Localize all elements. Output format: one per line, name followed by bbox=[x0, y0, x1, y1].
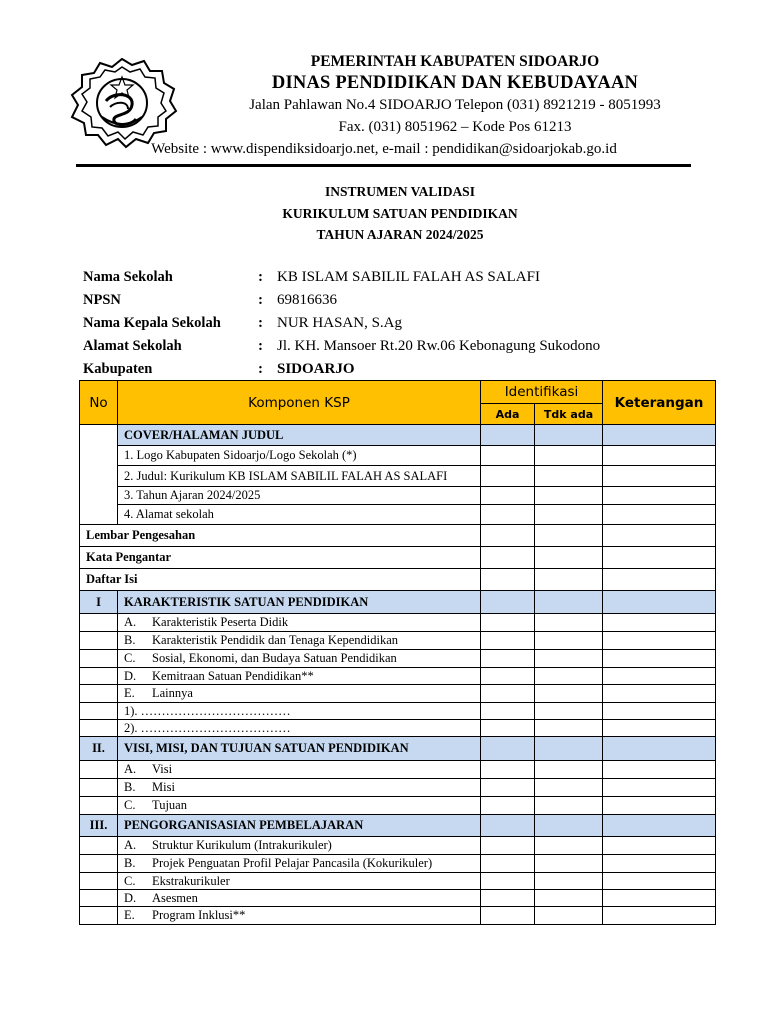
validation-table bbox=[79, 380, 716, 925]
row-no-cell bbox=[80, 907, 118, 925]
tdk-ada-cell[interactable] bbox=[535, 505, 603, 525]
info-colon: : bbox=[258, 361, 263, 377]
keterangan-cell[interactable] bbox=[603, 525, 716, 547]
ada-cell[interactable] bbox=[481, 505, 535, 525]
ada-cell[interactable] bbox=[481, 720, 535, 737]
info-label: Nama Sekolah bbox=[83, 269, 173, 285]
letterhead-address: Jalan Pahlawan No.4 SIDOARJO Telepon (031) 8921219 - 8051993 bbox=[249, 97, 661, 113]
item-letter: B. bbox=[124, 633, 136, 647]
row-no-cell bbox=[80, 650, 118, 668]
tdk-ada-cell[interactable] bbox=[535, 779, 603, 797]
table-row bbox=[80, 547, 716, 569]
row-no-cell bbox=[80, 837, 118, 855]
header-keterangan: Keterangan bbox=[603, 381, 716, 425]
table-row bbox=[80, 815, 716, 837]
table-row bbox=[80, 797, 716, 815]
tdk-ada-cell[interactable] bbox=[535, 668, 603, 685]
ada-cell[interactable] bbox=[481, 907, 535, 925]
ada-cell[interactable] bbox=[481, 837, 535, 855]
row-no-cell bbox=[80, 632, 118, 650]
row-no-cell bbox=[80, 873, 118, 890]
tdk-ada-cell[interactable] bbox=[535, 614, 603, 632]
tdk-ada-cell[interactable] bbox=[535, 907, 603, 925]
table-row bbox=[80, 650, 716, 668]
table-row bbox=[80, 890, 716, 907]
section-heading: VISI, MISI, DAN TUJUAN SATUAN PENDIDIKAN bbox=[118, 737, 481, 761]
item-text: Program Inklusi** bbox=[152, 908, 246, 922]
item-text: Projek Penguatan Profil Pelajar Pancasila (Kokurikuler) bbox=[152, 856, 433, 870]
tdk-ada-cell[interactable] bbox=[535, 737, 603, 761]
info-label: NPSN bbox=[83, 292, 121, 308]
row-no-cell bbox=[80, 720, 118, 737]
row-no-cell bbox=[80, 703, 118, 720]
table-row bbox=[80, 446, 716, 466]
row-label bbox=[118, 890, 481, 907]
ada-cell[interactable] bbox=[481, 797, 535, 815]
document-title bbox=[0, 181, 768, 246]
table-row bbox=[80, 685, 716, 703]
row-label bbox=[118, 761, 481, 779]
ada-cell[interactable] bbox=[481, 855, 535, 873]
item-letter: B. bbox=[124, 856, 136, 870]
tdk-ada-cell[interactable] bbox=[535, 703, 603, 720]
item-text: Struktur Kurikulum (Intrakurikuler) bbox=[152, 838, 332, 852]
row-label bbox=[118, 685, 481, 703]
table-row bbox=[80, 907, 716, 925]
info-value: NUR HASAN, S.Ag bbox=[277, 315, 403, 331]
row-label: Lembar Pengesahan bbox=[80, 525, 481, 547]
table-row bbox=[80, 487, 716, 505]
tdk-ada-cell[interactable] bbox=[535, 855, 603, 873]
info-colon: : bbox=[258, 315, 263, 331]
ada-cell[interactable] bbox=[481, 685, 535, 703]
tdk-ada-cell[interactable] bbox=[535, 466, 603, 487]
table-row bbox=[80, 761, 716, 779]
tdk-ada-cell[interactable] bbox=[535, 632, 603, 650]
item-letter: E. bbox=[124, 686, 135, 700]
item-letter: D. bbox=[124, 668, 137, 683]
keterangan-cell[interactable] bbox=[603, 650, 716, 668]
item-letter: A. bbox=[124, 762, 137, 776]
header-tdk-ada: Tdk ada bbox=[535, 404, 603, 425]
keterangan-cell[interactable] bbox=[603, 761, 716, 779]
keterangan-cell[interactable] bbox=[603, 737, 716, 761]
row-no-cell bbox=[80, 779, 118, 797]
row-label bbox=[118, 632, 481, 650]
section-heading: PENGORGANISASIAN PEMBELAJARAN bbox=[118, 815, 481, 837]
keterangan-cell[interactable] bbox=[603, 487, 716, 505]
item-text: Kemitraan Satuan Pendidikan** bbox=[152, 668, 314, 683]
keterangan-cell[interactable] bbox=[603, 797, 716, 815]
title-line-2: KURIKULUM SATUAN PENDIDIKAN bbox=[282, 205, 518, 221]
item-letter: A. bbox=[124, 838, 137, 852]
info-row bbox=[83, 266, 723, 289]
table-row bbox=[80, 703, 716, 720]
ada-cell[interactable] bbox=[481, 668, 535, 685]
tdk-ada-cell[interactable] bbox=[535, 761, 603, 779]
row-label bbox=[118, 907, 481, 925]
keterangan-cell[interactable] bbox=[603, 837, 716, 855]
info-row bbox=[83, 358, 723, 381]
tdk-ada-cell[interactable] bbox=[535, 873, 603, 890]
tdk-ada-cell[interactable] bbox=[535, 425, 603, 446]
item-letter: C. bbox=[124, 798, 136, 812]
section-heading: COVER/HALAMAN JUDUL bbox=[118, 425, 481, 446]
row-label bbox=[118, 668, 481, 685]
section-number: I bbox=[80, 591, 118, 614]
keterangan-cell[interactable] bbox=[603, 614, 716, 632]
row-label: 1. Logo Kabupaten Sidoarjo/Logo Sekolah (*) bbox=[118, 446, 481, 466]
table-row bbox=[80, 614, 716, 632]
row-label: Daftar Isi bbox=[80, 569, 481, 591]
tdk-ada-cell[interactable] bbox=[535, 890, 603, 907]
item-text: Tujuan bbox=[152, 798, 187, 812]
info-row bbox=[83, 289, 723, 312]
item-text: Lainnya bbox=[152, 686, 193, 700]
keterangan-cell[interactable] bbox=[603, 703, 716, 720]
section-heading: KARAKTERISTIK SATUAN PENDIDIKAN bbox=[118, 591, 481, 614]
keterangan-cell[interactable] bbox=[603, 632, 716, 650]
ada-cell[interactable] bbox=[481, 569, 535, 591]
row-no-cell bbox=[80, 668, 118, 685]
item-letter: A. bbox=[124, 615, 137, 629]
table-row bbox=[80, 779, 716, 797]
tdk-ada-cell[interactable] bbox=[535, 569, 603, 591]
table-row bbox=[80, 873, 716, 890]
row-label bbox=[118, 614, 481, 632]
letterhead-rule bbox=[76, 164, 691, 167]
keterangan-cell[interactable] bbox=[603, 815, 716, 837]
item-text: Karakteristik Pendidik dan Tenaga Kependidikan bbox=[152, 633, 399, 647]
tdk-ada-cell[interactable] bbox=[535, 446, 603, 466]
table-row bbox=[80, 466, 716, 487]
title-line-3: TAHUN AJARAN 2024/2025 bbox=[316, 227, 484, 242]
item-letter: D. bbox=[124, 890, 137, 905]
item-text: Visi bbox=[152, 762, 173, 776]
header-komponen: Komponen KSP bbox=[118, 381, 481, 425]
ada-cell[interactable] bbox=[481, 614, 535, 632]
header-ada: Ada bbox=[481, 404, 535, 425]
table-row bbox=[80, 668, 716, 685]
ada-cell[interactable] bbox=[481, 703, 535, 720]
info-row bbox=[83, 335, 723, 358]
keterangan-cell[interactable] bbox=[603, 505, 716, 525]
row-label: 2). ……………………………… bbox=[118, 720, 481, 737]
letterhead bbox=[0, 0, 768, 170]
tdk-ada-cell[interactable] bbox=[535, 547, 603, 569]
ada-cell[interactable] bbox=[481, 446, 535, 466]
ada-cell[interactable] bbox=[481, 779, 535, 797]
tdk-ada-cell[interactable] bbox=[535, 720, 603, 737]
table-row bbox=[80, 525, 716, 547]
row-label bbox=[118, 855, 481, 873]
keterangan-cell[interactable] bbox=[603, 855, 716, 873]
header-identifikasi: Identifikasi bbox=[481, 381, 603, 404]
info-colon: : bbox=[258, 338, 263, 354]
tdk-ada-cell[interactable] bbox=[535, 525, 603, 547]
row-no-cell bbox=[80, 685, 118, 703]
keterangan-cell[interactable] bbox=[603, 907, 716, 925]
info-colon: : bbox=[258, 269, 263, 285]
table-row bbox=[80, 855, 716, 873]
tdk-ada-cell[interactable] bbox=[535, 650, 603, 668]
table-row bbox=[80, 425, 716, 446]
ada-cell[interactable] bbox=[481, 761, 535, 779]
row-label: Kata Pengantar bbox=[80, 547, 481, 569]
letterhead-agency: DINAS PENDIDIKAN DAN KEBUDAYAAN bbox=[271, 73, 639, 93]
keterangan-cell[interactable] bbox=[603, 591, 716, 614]
ada-cell[interactable] bbox=[481, 591, 535, 614]
keterangan-cell[interactable] bbox=[603, 569, 716, 591]
row-no-cell bbox=[80, 614, 118, 632]
ada-cell[interactable] bbox=[481, 650, 535, 668]
row-label bbox=[118, 797, 481, 815]
table-row bbox=[80, 837, 716, 855]
item-letter: B. bbox=[124, 780, 136, 794]
table-row bbox=[80, 505, 716, 525]
info-value: Jl. KH. Mansoer Rt.20 Rw.06 Kebonagung Sukodono bbox=[277, 338, 601, 354]
keterangan-cell[interactable] bbox=[603, 685, 716, 703]
item-letter: C. bbox=[124, 651, 136, 665]
info-row bbox=[83, 312, 723, 335]
keterangan-cell[interactable] bbox=[603, 720, 716, 737]
school-info bbox=[83, 266, 723, 381]
row-label bbox=[118, 837, 481, 855]
item-letter: E. bbox=[124, 908, 135, 922]
keterangan-cell[interactable] bbox=[603, 466, 716, 487]
ada-cell[interactable] bbox=[481, 815, 535, 837]
ada-cell[interactable] bbox=[481, 873, 535, 890]
keterangan-cell[interactable] bbox=[603, 547, 716, 569]
ada-cell[interactable] bbox=[481, 547, 535, 569]
ada-cell[interactable] bbox=[481, 737, 535, 761]
item-text: Asesmen bbox=[152, 890, 198, 905]
keterangan-cell[interactable] bbox=[603, 446, 716, 466]
keterangan-cell[interactable] bbox=[603, 425, 716, 446]
row-label: 1). ……………………………… bbox=[118, 703, 481, 720]
tdk-ada-cell[interactable] bbox=[535, 591, 603, 614]
row-label bbox=[118, 779, 481, 797]
table-row bbox=[80, 569, 716, 591]
ada-cell[interactable] bbox=[481, 890, 535, 907]
section-number: III. bbox=[80, 815, 118, 837]
row-label: 4. Alamat sekolah bbox=[118, 505, 481, 525]
table-row bbox=[80, 720, 716, 737]
tdk-ada-cell[interactable] bbox=[535, 837, 603, 855]
keterangan-cell[interactable] bbox=[603, 873, 716, 890]
item-text: Misi bbox=[152, 780, 175, 794]
row-no-cell bbox=[80, 797, 118, 815]
item-text: Ekstrakurikuler bbox=[152, 873, 230, 888]
ada-cell[interactable] bbox=[481, 487, 535, 505]
row-no-cell bbox=[80, 890, 118, 907]
section-number: II. bbox=[80, 737, 118, 761]
ada-cell[interactable] bbox=[481, 466, 535, 487]
item-text: Sosial, Ekonomi, dan Budaya Satuan Pendidikan bbox=[152, 651, 397, 665]
info-label: Nama Kepala Sekolah bbox=[83, 315, 221, 331]
table-row bbox=[80, 632, 716, 650]
keterangan-cell[interactable] bbox=[603, 779, 716, 797]
title-line-1: INSTRUMEN VALIDASI bbox=[325, 184, 475, 199]
info-label: Alamat Sekolah bbox=[83, 338, 182, 354]
keterangan-cell[interactable] bbox=[603, 890, 716, 907]
info-colon: : bbox=[258, 292, 263, 308]
table-row bbox=[80, 591, 716, 614]
letterhead-website: Website : www.dispendiksidoarjo.net, e-mail : pendidikan@sidoarjokab.go.id bbox=[151, 141, 617, 157]
header-no: No bbox=[80, 381, 118, 425]
row-no-cell bbox=[80, 761, 118, 779]
tdk-ada-cell[interactable] bbox=[535, 797, 603, 815]
row-label bbox=[118, 873, 481, 890]
info-value: KB ISLAM SABILIL FALAH AS SALAFI bbox=[277, 269, 540, 285]
keterangan-cell[interactable] bbox=[603, 668, 716, 685]
item-letter: C. bbox=[124, 873, 136, 888]
row-label: 2. Judul: Kurikulum KB ISLAM SABILIL FALAH AS SALAFI bbox=[118, 466, 481, 487]
ada-cell[interactable] bbox=[481, 425, 535, 446]
letterhead-government: PEMERINTAH KABUPATEN SIDOARJO bbox=[310, 53, 600, 70]
info-label: Kabupaten bbox=[83, 361, 153, 377]
tdk-ada-cell[interactable] bbox=[535, 487, 603, 505]
tdk-ada-cell[interactable] bbox=[535, 815, 603, 837]
row-label bbox=[118, 650, 481, 668]
row-no-cell bbox=[80, 425, 118, 525]
row-label: 3. Tahun Ajaran 2024/2025 bbox=[118, 487, 481, 505]
info-value: 69816636 bbox=[277, 292, 337, 308]
ada-cell[interactable] bbox=[481, 525, 535, 547]
row-no-cell bbox=[80, 855, 118, 873]
letterhead-fax: Fax. (031) 8051962 – Kode Pos 61213 bbox=[338, 119, 572, 135]
info-value: SIDOARJO bbox=[277, 361, 355, 377]
tdk-ada-cell[interactable] bbox=[535, 685, 603, 703]
ada-cell[interactable] bbox=[481, 632, 535, 650]
item-text: Karakteristik Peserta Didik bbox=[152, 615, 289, 629]
table-row bbox=[80, 737, 716, 761]
